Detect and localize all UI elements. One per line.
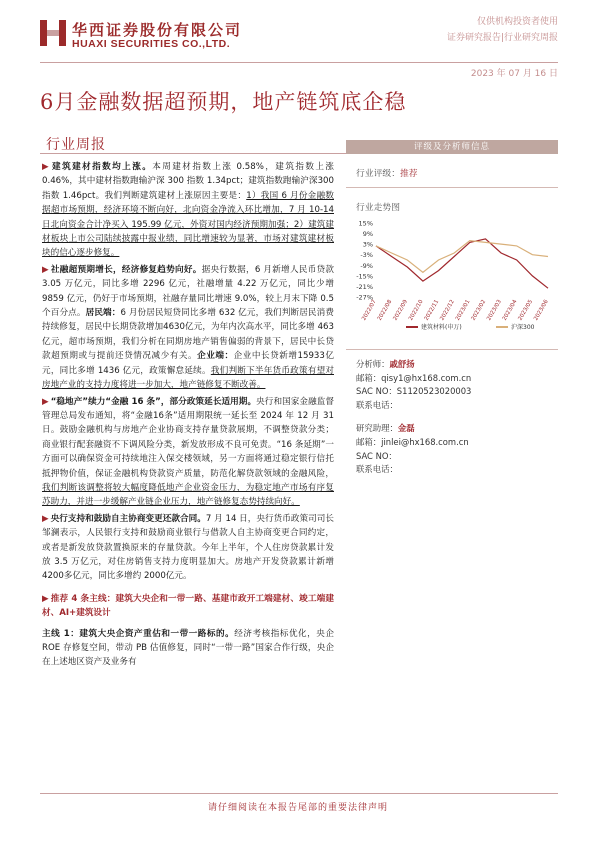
assistant-email[interactable]: 邮箱：jinlei@hx168.com.cn — [356, 436, 469, 447]
sidebar — [346, 140, 558, 477]
y-tick-label: 15% — [358, 219, 373, 228]
p1-text: 本周建材指数上涨 0.58%，建筑指数上涨 0.46%，其中建材指数跑输沪深 300 指数 1.34pct；建筑指数跑输沪深300 指数 1.46pct。我们判断建筑建材上涨原因主要是： — [42, 162, 334, 201]
y-tick-label: -15% — [356, 272, 373, 281]
huaxi-logo-icon — [40, 20, 66, 46]
analyst-email[interactable]: 邮箱：qisy1@hx168.com.cn — [356, 372, 472, 383]
sidebar-divider — [346, 349, 558, 350]
y-tick-label: 3% — [362, 240, 373, 249]
recommendation-title — [42, 592, 334, 621]
y-tick-label: 9% — [362, 230, 373, 239]
line-1-heading: 主线 1：建筑大央企资产重估和一带一路标的。 — [42, 628, 235, 639]
paragraph-1 — [42, 160, 334, 261]
x-tick-label: 2022/10 — [408, 299, 425, 322]
p1-heading: 建筑建材指数均上涨。 — [52, 162, 153, 172]
x-tick-label: 2023/04 — [501, 299, 519, 322]
x-tick-label: 2023/02 — [470, 299, 488, 322]
p2-text-2: 6 月份居民短贷同比多增 632 亿元，我们判断居民消费持续修复，居民中长期贷款增加4630亿元，为年内次高水平，同比多增 463亿元，超市场预期，我们分析在同期房地产销售偏弱的背景下，居民中长贷款超预期或与提前还贷情况减少有关。 — [42, 308, 334, 362]
x-tick-label: 2022/12 — [439, 299, 456, 322]
p2-underlined: 我们判断下半年货币政策有望对房地产业的支持力度将进一步加大，地产链修复不断改善。 — [42, 365, 334, 391]
report-category: 证券研究报告|行业研究周报 — [446, 33, 558, 43]
header-divider — [40, 62, 558, 63]
analyst-phone: 联系电话： — [356, 399, 398, 410]
trend-chart-svg — [346, 217, 558, 337]
assistant-phone: 联系电话： — [356, 464, 398, 475]
paragraph-2 — [42, 263, 334, 393]
trend-label: 行业走势图 — [356, 203, 400, 213]
line-1-text: 经济考核指标优化，央企 ROE 存修复空间，带动 PB 估值修复，同时“一带一路”国家合作行级，央企在上述地区资产及业务有 — [42, 628, 334, 668]
y-tick-label: -9% — [360, 261, 373, 270]
section-label: 行业周报 — [46, 137, 106, 153]
y-tick-label: -27% — [356, 293, 373, 302]
analyst-2 — [346, 422, 558, 476]
analyst-label: 分析师： — [356, 359, 390, 369]
x-tick-label: 2022/09 — [392, 299, 410, 322]
series-line-2 — [376, 241, 548, 273]
x-tick-label: 2023/05 — [517, 299, 535, 322]
x-tick-label: 2023/06 — [533, 299, 550, 322]
recommendation-heading: 推荐 4 条主线：建筑大央企和一带一路、基建市政开工端建材、竣工端建材、AI+建筑设计 — [42, 593, 335, 619]
footer-divider — [40, 793, 558, 794]
p3-underlined: 我们判断该调整将较大幅度降低地产企业资金压力，为稳定地产市场有序复苏助力，并进一步缓解产业链企业压力，地产链修复态势持续向好。 — [42, 482, 334, 508]
footer-disclaimer: 请仔细阅读在本报告尾部的重要法律声明 — [207, 803, 388, 813]
bullet-icon: ▶ — [42, 162, 51, 172]
assistant-sac: SAC NO： — [356, 450, 397, 461]
bullet-icon: ▶ — [42, 513, 49, 524]
x-tick-label: 2022/11 — [423, 299, 441, 322]
p3-heading: “稳地产”续力“金融 16 条”，部分政策延长适用期。 — [50, 396, 257, 407]
line-1-paragraph — [42, 627, 334, 670]
x-tick-label: 2023/03 — [486, 299, 503, 322]
p2-text: 据央行数据，6 月新增人民币贷款 3.05 万亿元，同比多增 2296 亿元，社融增量 4.22 万亿元，同比少增 9859 亿元，仍好于市场预期，社融存量同比增速 9.0%，较上月末下降 0.5 个百分点。 — [42, 264, 335, 319]
y-tick-label: -3% — [360, 251, 373, 260]
report-date: 2023 年 07 月 16 日 — [470, 69, 558, 79]
x-tick-label: 2023/01 — [454, 299, 472, 322]
bullet-icon: ▶ — [42, 264, 49, 275]
rating-label: 行业评级： — [356, 169, 400, 179]
analyst-name: 戚舒扬 — [389, 359, 415, 369]
company-name-cn: 华西证券股份有限公司 — [72, 21, 243, 39]
bullet-icon: ▶ — [42, 396, 49, 407]
main-text — [42, 160, 334, 672]
assistant-label: 研究助理： — [356, 423, 398, 434]
p4-text: 7 月 14 日，央行货币政策司司长邹澜表示，人民银行支持和鼓励商业银行与借款人自主协商变更合同约定，或者是新发放贷款置换原来的存量贷款。今年上半年，个人住房贷款累计发放 3.5 万亿元，对住房销售支持力度明显加大。房地产开发贷款累计新增4200多亿元，同比多增约 2000亿元。 — [42, 513, 334, 582]
sidebar-divider — [346, 187, 558, 188]
bullet-icon: ▶ — [42, 593, 49, 604]
legend-label: 沪深300 — [511, 324, 535, 331]
p2-subheading-1: 居民端： — [85, 308, 121, 319]
restriction-note: 仅供机构投资者使用 — [476, 17, 558, 27]
x-tick-label: 2022/07 — [361, 299, 378, 322]
legend-label: 建筑材料(申万) — [421, 324, 462, 331]
assistant-name: 金磊 — [397, 423, 415, 434]
p2-heading: 社融超预期增长，经济修复趋势向好。 — [50, 264, 202, 275]
p1-underlined: 1）我国 6 月份金融数据超市场预期，经济环境不断向好，北向资金净流入环比增加，7 月 10-14 日北向资金合计净买入 195.99 亿元，外资对国内经济预期加强；2）建筑建材板块上市公司陆续披露中报业绩，同比增速较为显著，市场对建筑建材板块的信心逐步修复。 — [42, 190, 334, 259]
trend-chart — [346, 217, 558, 341]
p2-text-3: 企业中长贷新增15933亿元，同比多增 1436 亿元，政策懈怠延续。 — [42, 351, 334, 376]
paragraph-4 — [42, 512, 334, 584]
p4-heading: 央行支持和鼓励自主协商变更还款合同。 — [50, 513, 206, 524]
sidebar-header: 评级及分析师信息 — [346, 140, 558, 154]
rating-value: 推荐 — [400, 169, 418, 179]
analyst-sac: SAC NO：S1120523020003 — [356, 386, 472, 397]
p2-subheading-2: 企业端： — [197, 351, 234, 362]
company-name-en: HUAXI SECURITIES CO.,LTD. — [72, 38, 231, 50]
x-tick-label: 2022/08 — [376, 299, 394, 322]
y-tick-label: -21% — [356, 282, 373, 291]
p3-text: 央行和国家金融监督管理总局发布通知，将“金融16条”适用期限统一延长至 2024 年 12 月 31 日。鼓励金融机构与房地产企业协商支持存量贷款展期，不调整贷款分类；商业银行配套融资不下调风险分类，新发放形成不良可免责。“16 条延期”一方面可以确保资金可持续地注入保交楼领域，另一方面将通过稳定银行信托抵押物价值，保证金融机构贷款资产质量，防范化解贷款领域的金融风险， — [42, 396, 334, 479]
analyst-1 — [346, 358, 558, 412]
report-title: 6月金融数据超预期，地产链筑底企稳 — [40, 90, 407, 114]
paragraph-3 — [42, 395, 334, 510]
industry-rating — [346, 166, 558, 179]
